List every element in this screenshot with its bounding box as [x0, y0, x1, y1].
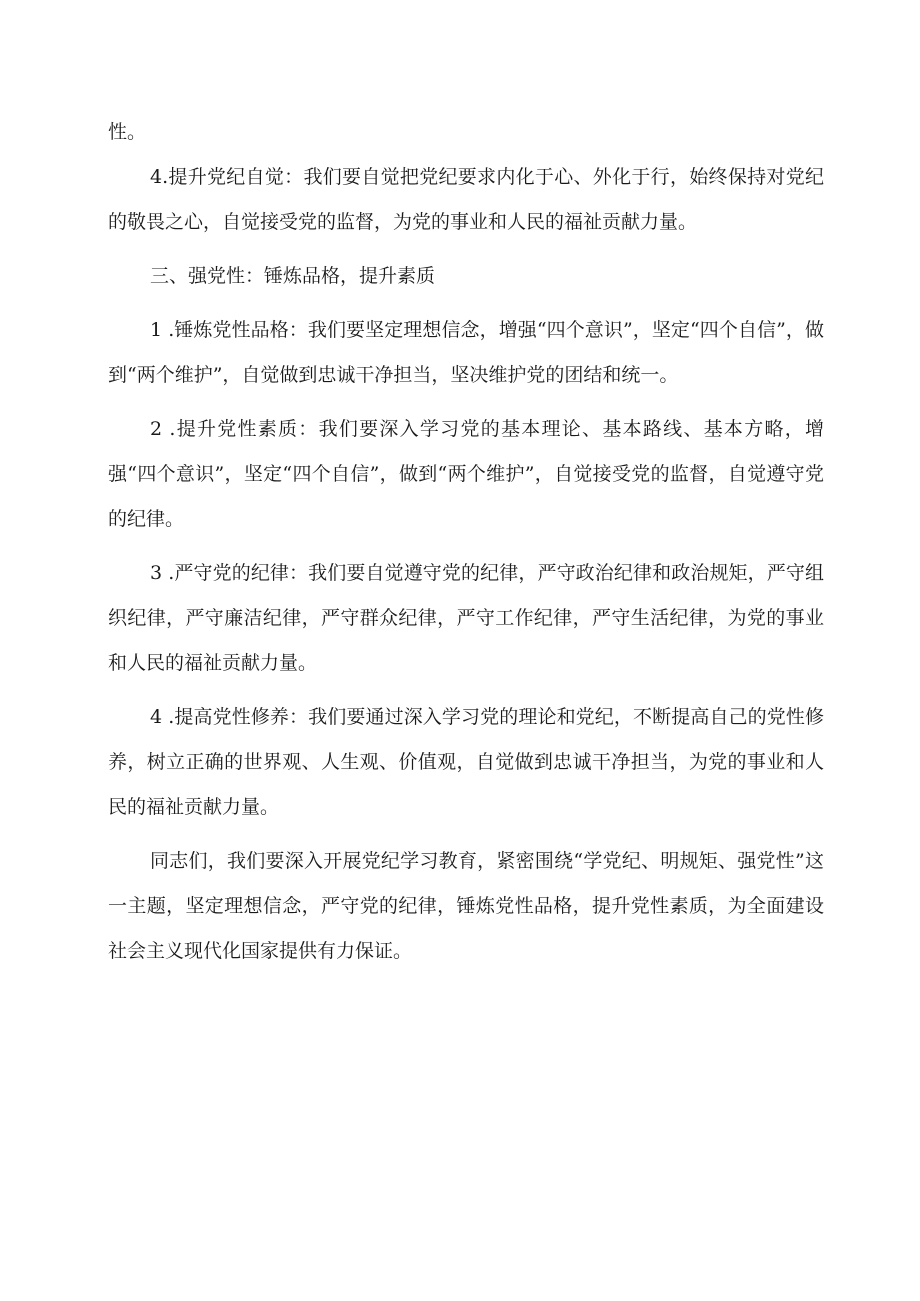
paragraph-improve-quality: 2 .提升党性素质：我们要深入学习党的基本理论、基本路线、基本方略，增强“四个意识”，坚定“四个自信”，做到“两个维护”，自觉接受党的监督，自觉遵守党的纪律。: [108, 418, 824, 530]
paragraph-raise-discipline-awareness: 4.提升党纪自觉：我们要自觉把党纪要求内化于心、外化于行，始终保持对党纪的敬畏之心，自觉接受党的监督，为党的事业和人民的福祉贡献力量。: [108, 166, 824, 233]
continuation-paragraph: 性。: [108, 121, 147, 143]
closing-paragraph: 同志们，我们要深入开展党纪学习教育，紧密围绕“学党纪、明规矩、强党性”这一主题，坚定理想信念，严守党的纪律，锤炼党性品格，提升党性素质，为全面建设社会主义现代化国家提供有力保证。: [108, 850, 824, 962]
paragraph-temper-character: 1 .锤炼党性品格：我们要坚定理想信念，增强“四个意识”，坚定“四个自信”，做到“两个维护”，自觉做到忠诚干净担当，坚决维护党的团结和统一。: [108, 319, 824, 386]
paragraph-cultivate-party-spirit: 4 .提高党性修养：我们要通过深入学习党的理论和党纪，不断提高自己的党性修养，树立正确的世界观、人生观、价值观，自觉做到忠诚干净担当，为党的事业和人民的福祉贡献力量。: [108, 706, 824, 818]
paragraph-observe-discipline: 3 .严守党的纪律：我们要自觉遵守党的纪律，严守政治纪律和政治规矩，严守组织纪律，严守廉洁纪律，严守群众纪律，严守工作纪律，严守生活纪律，为党的事业和人民的福祉贡献力量。: [108, 562, 824, 674]
document-body: [108, 110, 824, 983]
section-heading-strengthen-party-spirit: 三、强党性：锤炼品格，提升素质: [150, 265, 436, 287]
